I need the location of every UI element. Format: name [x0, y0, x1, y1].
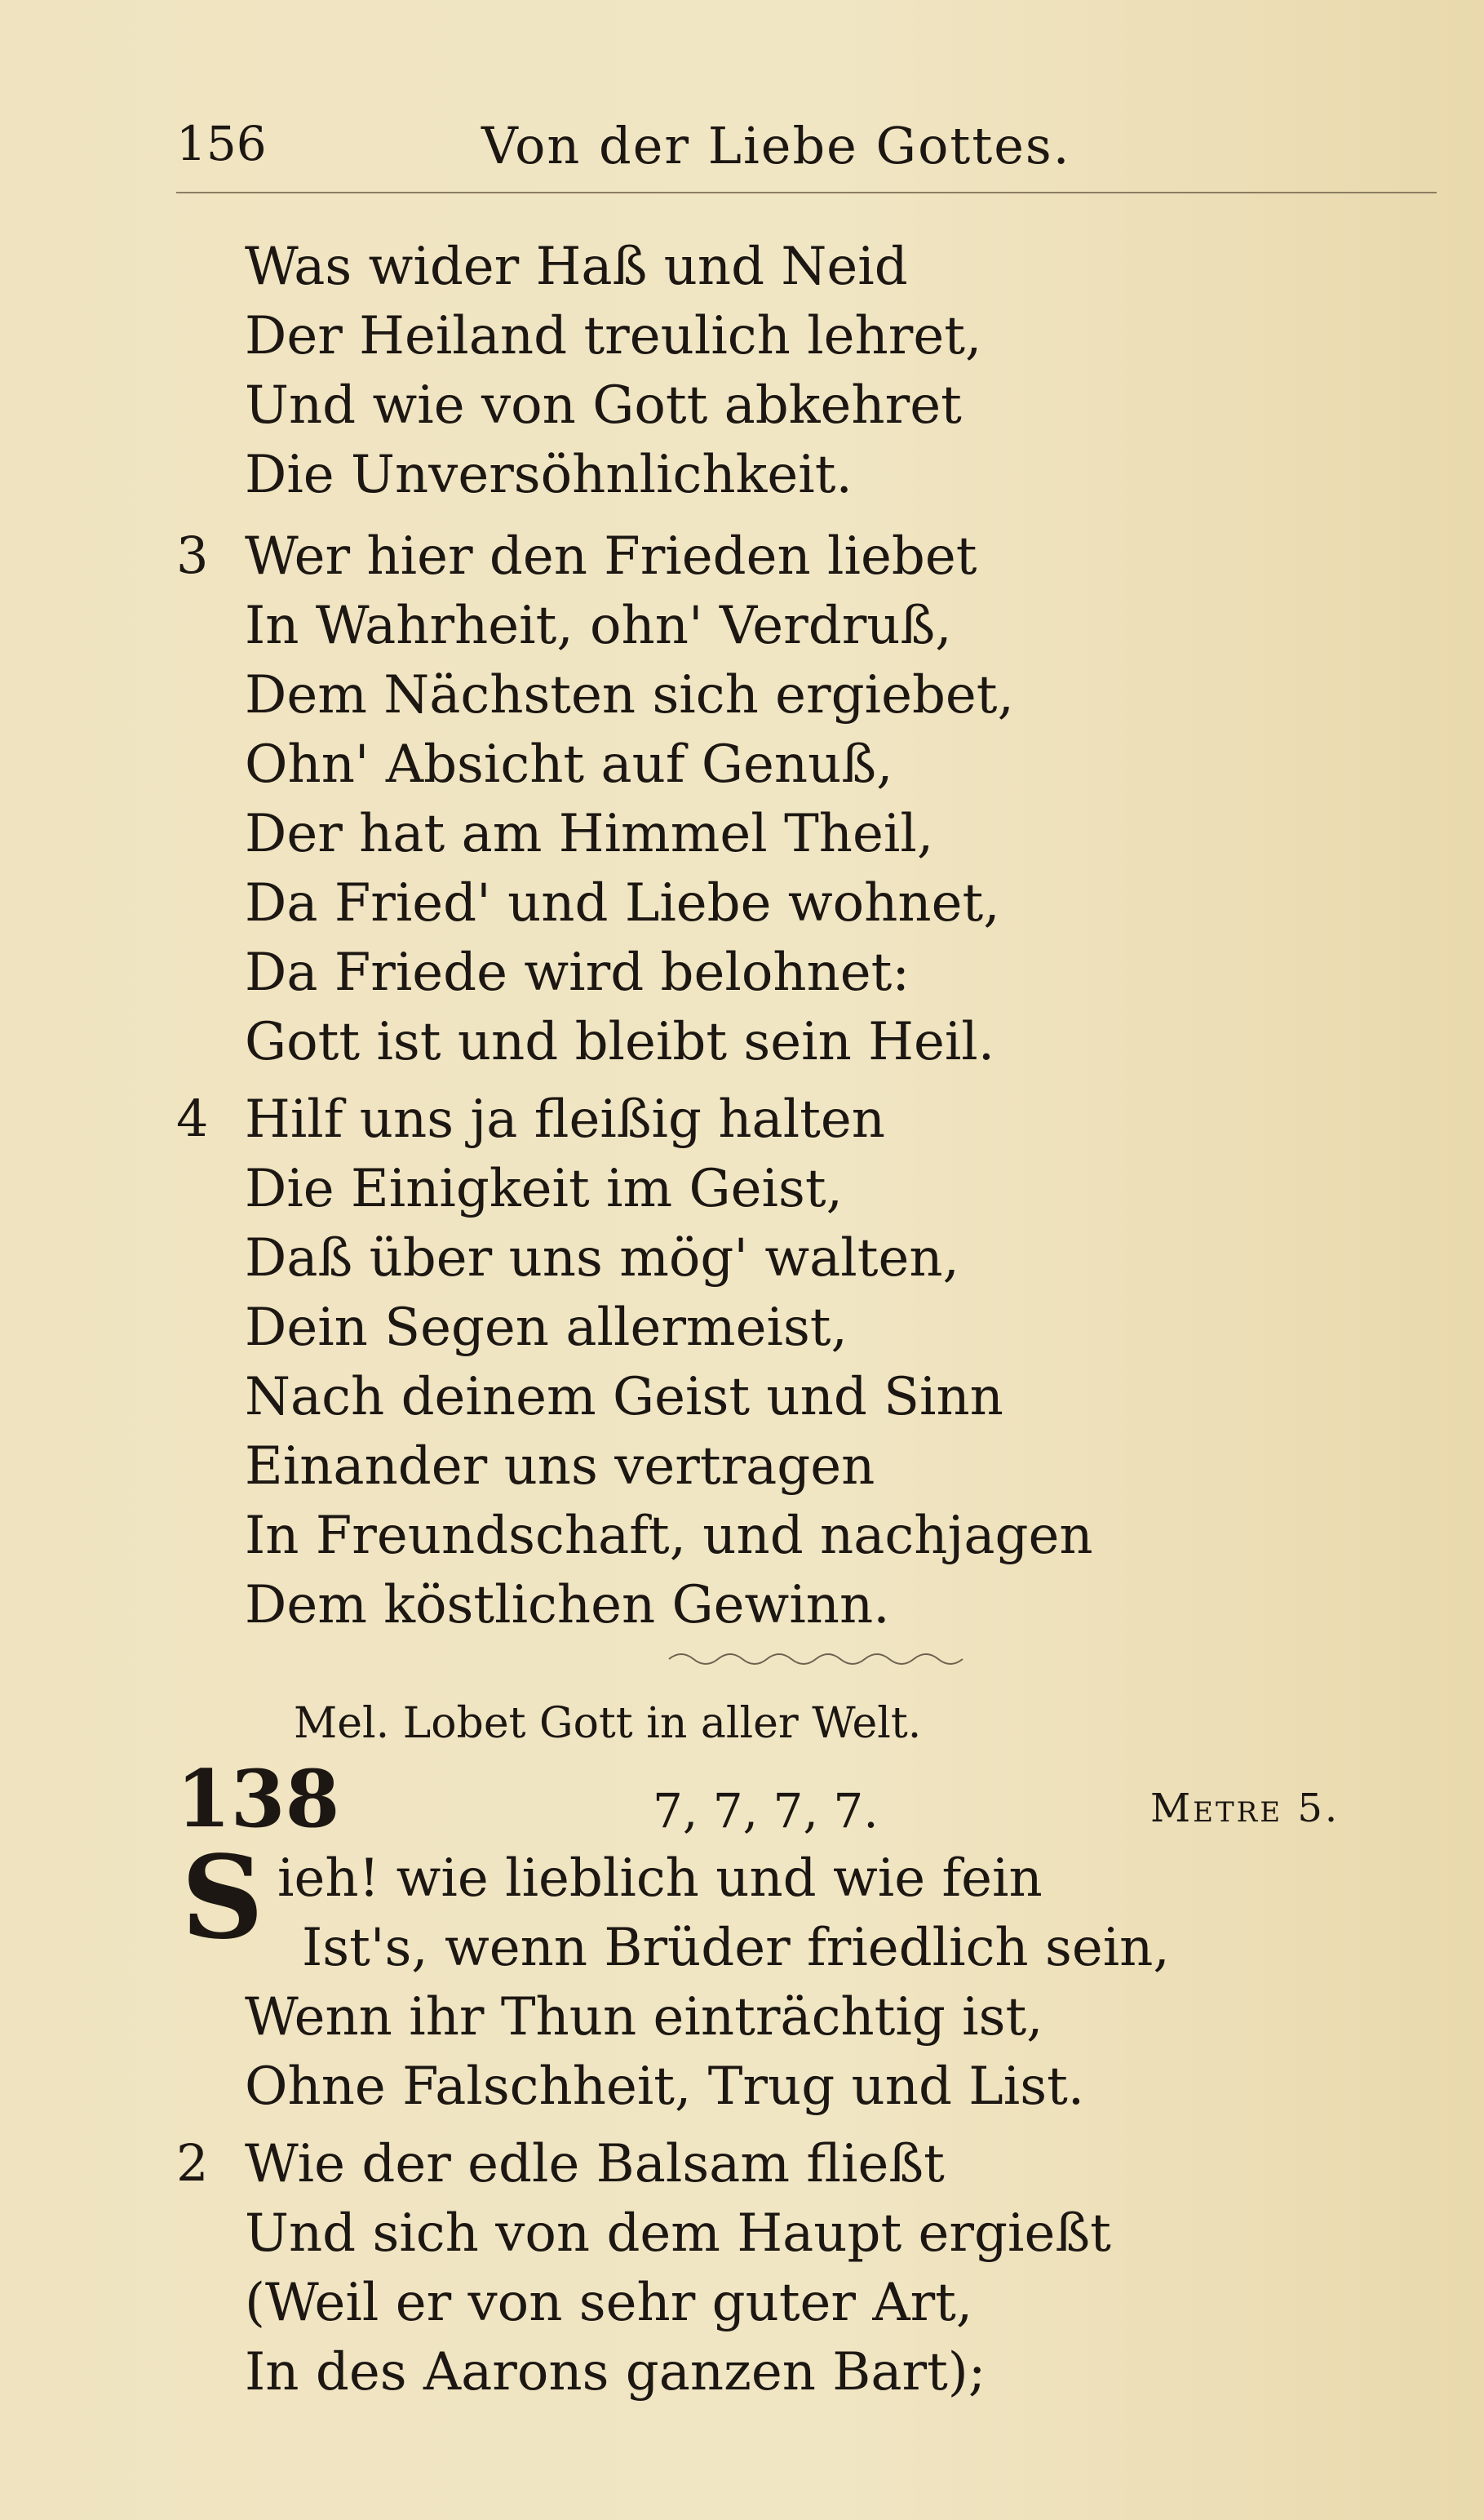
flourish-divider [665, 1647, 975, 1671]
verse-line: Wie der edle Balsam fließt [245, 2134, 945, 2194]
verse-line: Daß über uns mög' walten, [245, 1228, 959, 1289]
meter: 7, 7, 7, 7. [653, 1783, 879, 1839]
verse-line: Und wie von Gott abkehret [245, 375, 962, 436]
metre-label: Metre 5. [1150, 1786, 1340, 1831]
verse-line: Ohn' Absicht auf Genuß, [245, 734, 893, 795]
verse-line: Wenn ihr Thun einträchtig ist, [245, 1987, 1043, 2048]
verse-line: Da Fried' und Liebe wohnet, [245, 873, 1000, 934]
verse-number: 4 [176, 1089, 209, 1148]
melody-line: Mel. Lobet Gott in aller Welt. [294, 1699, 922, 1748]
page-number: 156 [176, 116, 267, 171]
running-title: Von der Liebe Gottes. [481, 116, 1071, 175]
verse-number: 3 [176, 526, 209, 585]
verse-line: Hilf uns ja fleißig halten [245, 1089, 885, 1150]
verse-line: Der hat am Himmel Theil, [245, 804, 934, 864]
verse-line: Der Heiland treulich lehret, [245, 306, 982, 366]
verse-number: 2 [176, 2133, 209, 2193]
verse-line: Die Einigkeit im Geist, [245, 1159, 843, 1219]
drop-cap: S [181, 1831, 264, 1965]
verse-line: Da Friede wird belohnet: [245, 943, 910, 1003]
verse-line: (Weil er von sehr guter Art, [245, 2273, 973, 2333]
verse-line: Was wider Haß und Neid [245, 237, 908, 297]
verse-line: In Wahrheit, ohn' Verdruß, [245, 596, 952, 656]
verse-line: Ist's, wenn Brüder friedlich sein, [302, 1918, 1170, 1978]
verse-line: Dem Nächsten sich ergiebet, [245, 665, 1014, 725]
verse-line: In Freundschaft, und nachjagen [245, 1506, 1093, 1566]
verse-line: Und sich von dem Haupt ergießt [245, 2203, 1111, 2264]
verse-line: Dein Segen allermeist, [245, 1298, 848, 1358]
verse-line: Nach deinem Geist und Sinn [245, 1367, 1003, 1427]
verse-line: Die Unversöhnlichkeit. [245, 445, 853, 505]
verse-line: Gott ist und bleibt sein Heil. [245, 1012, 995, 1072]
verse-line: Wer hier den Frieden liebet [245, 526, 977, 587]
verse-line: Dem köstlichen Gewinn. [245, 1575, 890, 1635]
verse-line: ieh! wie lieblich und wie fein [277, 1848, 1043, 1909]
header-rule [176, 192, 1437, 193]
verse-line: In des Aarons ganzen Bart); [245, 2342, 986, 2402]
hymn-number: 138 [176, 1753, 340, 1845]
verse-line: Einander uns vertragen [245, 1436, 875, 1497]
verse-line: Ohne Falschheit, Trug und List. [245, 2056, 1085, 2117]
